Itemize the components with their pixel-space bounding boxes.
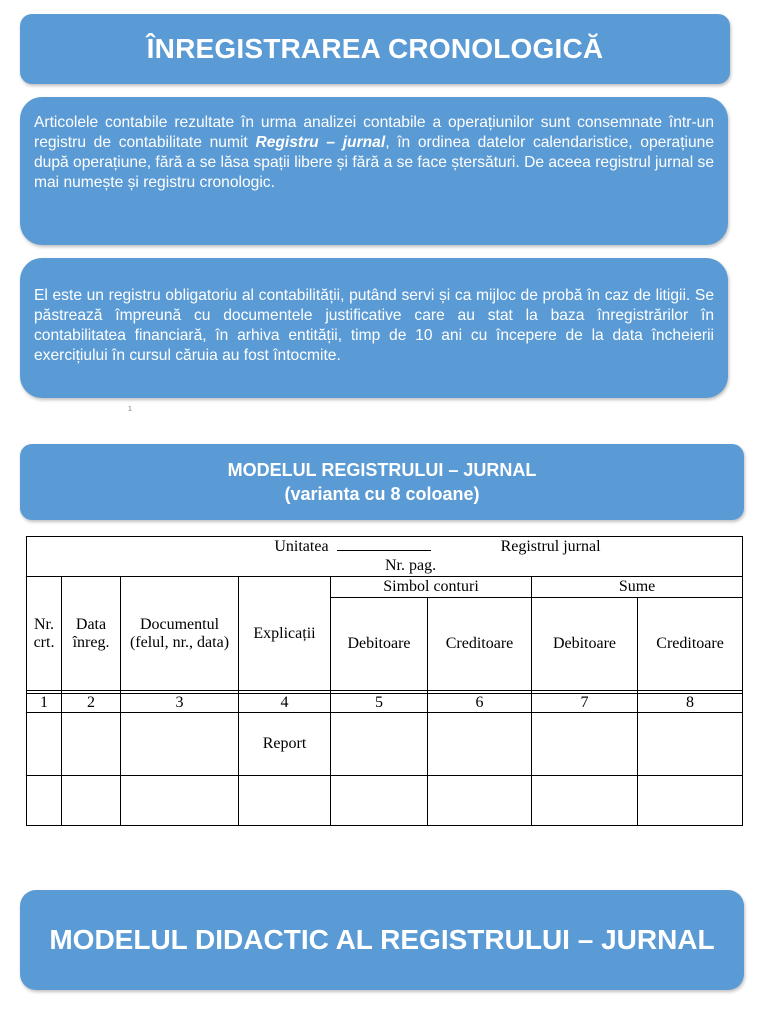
- col-number: 8: [638, 694, 743, 713]
- journal-register-table: [26, 536, 743, 826]
- table-cell: [532, 776, 638, 826]
- page-title-text: ÎNREGISTRAREA CRONOLOGICĂ: [146, 33, 604, 64]
- register-header: [27, 537, 743, 557]
- page-no-label: Nr. pag.: [385, 557, 437, 575]
- col-header-data: Data înreg.: [62, 577, 121, 691]
- col-header-acc-debit: Debitoare: [331, 598, 428, 691]
- table-cell: [27, 776, 62, 826]
- table-cell: [62, 776, 121, 826]
- table-cell: [532, 713, 638, 776]
- model-title-line1: MODELUL REGISTRULUI – JURNAL: [227, 460, 537, 480]
- journal-label: Registrul jurnal: [500, 537, 601, 555]
- model-title: [20, 444, 744, 520]
- didactic-model-title-text: MODELUL DIDACTIC AL REGISTRULUI – JURNAL: [49, 924, 715, 955]
- col-header-document: Documentul (felul, nr., data): [121, 577, 239, 691]
- col-header-explicatii: Explicații: [239, 577, 331, 691]
- page-no-cell: [27, 557, 743, 577]
- col-header-nr: Nr. crt.: [27, 577, 62, 691]
- col-number: 6: [428, 694, 532, 713]
- definition-text-start: Articolele contabile rezultate în urma analizei contabile a operațiunilor sunt consemnate într-un registru de contabilitate numit: [34, 114, 714, 151]
- table-cell: [428, 713, 532, 776]
- definition-box: [20, 97, 728, 245]
- col-header-sum-debit: Debitoare: [532, 598, 638, 691]
- table-cell: [428, 776, 532, 826]
- group-header-accounts: Simbol conturi: [331, 577, 532, 598]
- report-cell: Report: [239, 713, 331, 776]
- col-number: 4: [239, 694, 331, 713]
- col-header-sum-credit: Creditoare: [638, 598, 743, 691]
- obligation-box: [20, 258, 728, 398]
- table-cell: [239, 776, 331, 826]
- col-number: 2: [62, 694, 121, 713]
- table-cell: [331, 776, 428, 826]
- col-number: 7: [532, 694, 638, 713]
- table-cell: [331, 713, 428, 776]
- table-cell: [62, 713, 121, 776]
- didactic-model-title: [20, 890, 744, 990]
- col-number: 5: [331, 694, 428, 713]
- unit-label: Unitatea: [274, 537, 329, 555]
- table-cell: [638, 713, 743, 776]
- unit-blank: [337, 538, 431, 551]
- col-number: 1: [27, 694, 62, 713]
- table-cell: [121, 776, 239, 826]
- col-header-acc-credit: Creditoare: [428, 598, 532, 691]
- group-header-sums: Sume: [532, 577, 743, 598]
- page-title: [20, 14, 730, 84]
- col-number: 3: [121, 694, 239, 713]
- obligation-text: El este un registru obligatoriu al contabilității, putând servi și ca mijloc de probă în caz de litigii. Se păstrează împreună cu documentele justificative care au stat la baza înregistrărilor în contabilitatea financiară, în arhiva entității, timp de 10 ani cu începere de la data încheierii exercițiului în cursul căruia au fost întocmite.: [34, 287, 714, 364]
- page-number: 1: [128, 406, 132, 413]
- model-title-line2: (varianta cu 8 coloane): [284, 484, 480, 504]
- table-cell: [638, 776, 743, 826]
- table-cell: [27, 713, 62, 776]
- table-cell: [121, 713, 239, 776]
- definition-text-end: , în ordinea datelor calendaristice, operațiune după operațiune, fără a se lăsa spații libere și fără a se face ștersături. De aceea registrul jurnal se mai numește și registru cronologic.: [34, 134, 715, 191]
- registru-jurnal-term: Registru – jurnal: [255, 134, 386, 151]
